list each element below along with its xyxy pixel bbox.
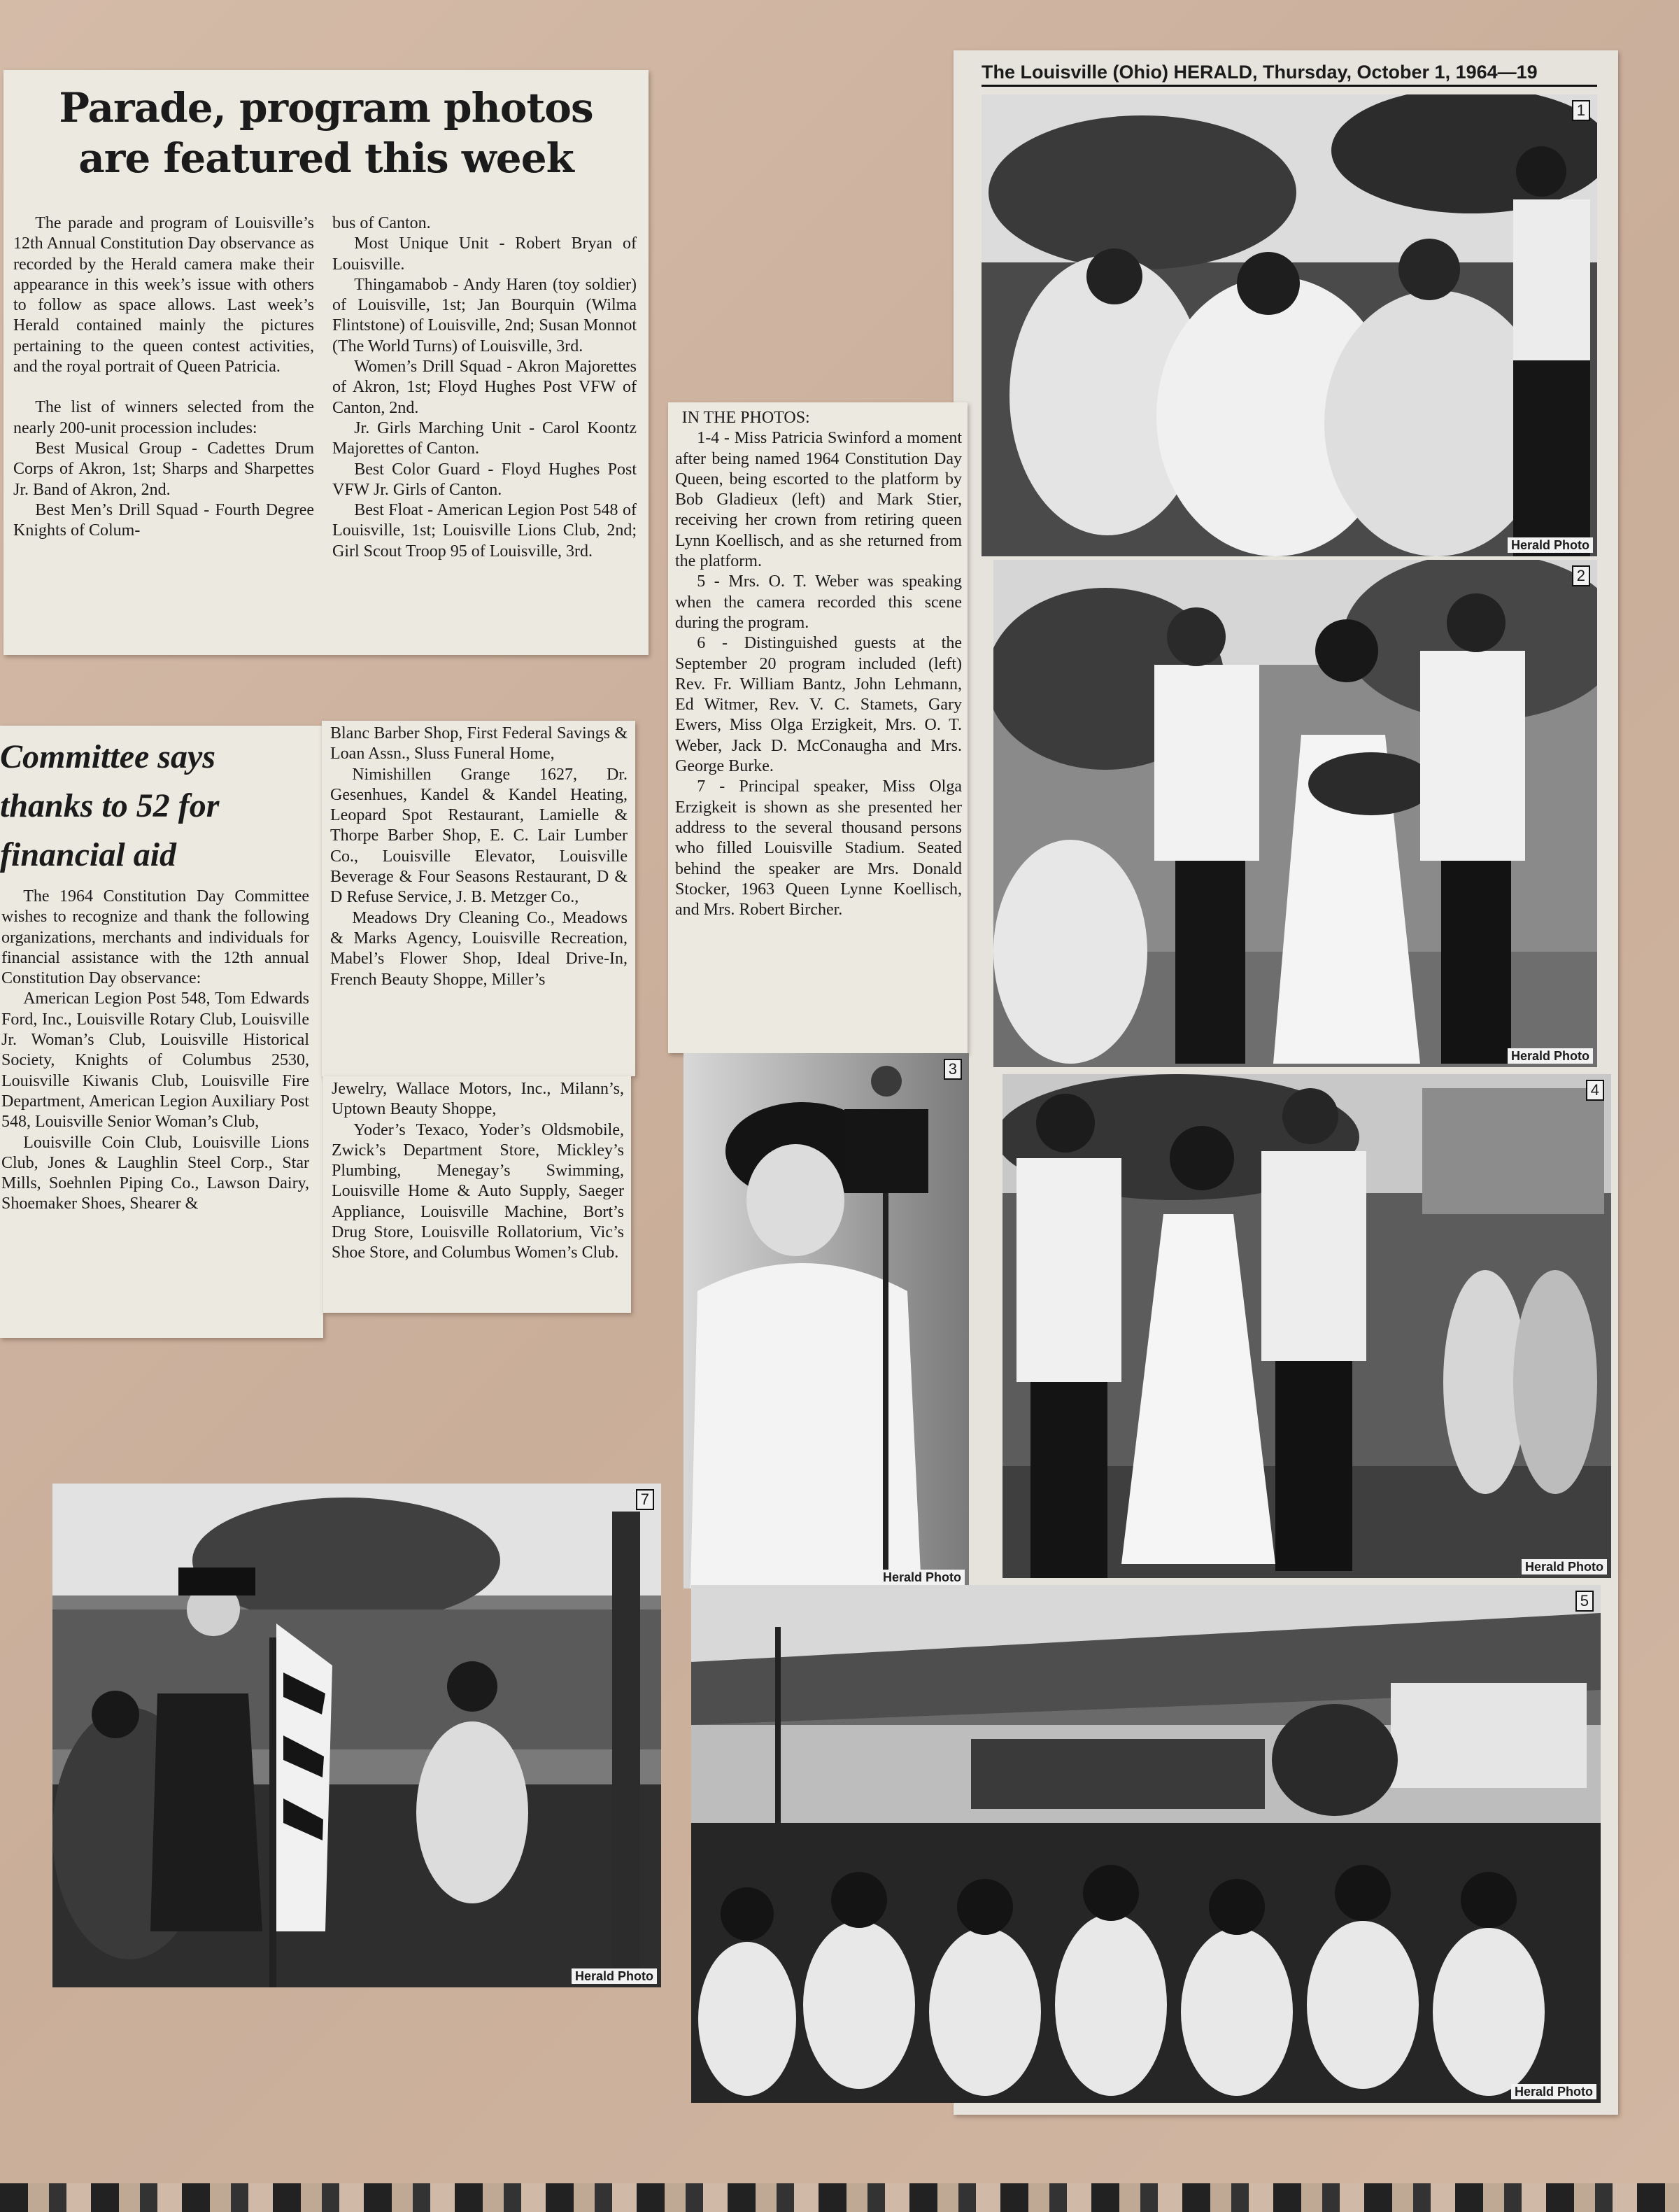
photo-3-image [683,1053,969,1588]
committee-paragraph: American Legion Post 548, Tom Edwards Ford, Inc., Louisville Rotary Club, Louisville Jr. Woman’s Club, Louisville Historical Society, Knights of Columbus 2530, Louisville Kiwanis Club, Louisville Fire Department, American Legion Auxiliary Post 548, Louisville Senior Woman’s Club, [1,989,309,1132]
parade-paragraph: Best Men’s Drill Squad - Fourth Degree Knights of Colum- [13,500,314,540]
photos-caption [675,408,962,920]
committee-article-clipping-3 [323,1076,631,1313]
parade-headline [3,83,649,183]
parade-paragraph: The parade and program of Louisville’s 12th Annual Constitution Day observance as recorded by the Herald camera make their appearance in this week’s issue with others to follow as space allows. Last week’s Herald contained mainly the pictures pertaining to the queen contest activities, and the royal portrait of Queen Patricia. [13,214,314,376]
photo-5-program-scene [691,1585,1601,2103]
parade-headline-line2: are featured this week [78,134,574,182]
committee-article-clipping-2 [322,721,635,1076]
photo-3-queen-crowned [683,1053,969,1588]
committee-paragraph: Jewelry, Wallace Motors, Inc., Milann’s, Uptown Beauty Shoppe, [332,1080,624,1119]
photo-credit: Herald Photo [1508,537,1593,553]
photo-4-image [1003,1074,1611,1578]
photos-caption-clipping [668,402,968,1053]
parade-paragraph: Jr. Girls Marching Unit - Carol Koontz Majorettes of Canton. [332,418,637,458]
photo-1-queen-seated [982,94,1597,556]
committee-column-1 [1,887,309,1215]
photo-credit: Herald Photo [1508,1048,1593,1064]
photo-number: 2 [1572,565,1590,586]
photo-number: 5 [1575,1591,1594,1612]
photo-credit: Herald Photo [1522,1559,1607,1575]
parade-column-2 [332,213,637,562]
parade-paragraph: Women’s Drill Squad - Akron Majorettes of Akron, 1st; Floyd Hughes Post VFW of Canton, 2nd. [332,358,637,417]
masthead: The Louisville (Ohio) HERALD, Thursday, October 1, 1964—19 [982,59,1597,87]
committee-paragraph: Blanc Barber Shop, First Federal Savings & Loan Assn., Sluss Funeral Home, [330,724,628,763]
committee-paragraph: Yoder’s Texaco, Yoder’s Oldsmobile, Zwick’s Department Store, Mickley’s Plumbing, Menegay’s Swimming, Louisville Home & Auto Supply, Saeger Appliance, Louisville Machine, Bort’s Drug Store, Louisville Rollatorium, Vic’s Shoe Store, and Columbus Women’s Club. [332,1120,624,1262]
caption-item: 7 - Principal speaker, Miss Olga Erzigkeit is shown as she presented her address to the several thousand persons who filled Louisville Stadium. Seated behind the speaker are Mrs. Donald Stocker, 1963 Queen Lynne Koellisch, and Mrs. Robert Bircher. [675,777,962,920]
committee-headline-line: Committee says [0,738,215,775]
committee-headline-line: financial aid [0,836,177,873]
committee-headline-line: thanks to 52 for [0,787,220,824]
photo-2-image [993,560,1597,1067]
parade-paragraph: Best Musical Group - Cadettes Drum Corps of Akron, 1st; Sharps and Sharpettes Jr. Band of Akron, 2nd. [13,439,314,499]
photo-5-image [691,1585,1601,2103]
caption-item: 1-4 - Miss Patricia Swinford a moment after being named 1964 Constitution Day Queen, being escorted to the platform by Bob Gladieux (left) and Mark Stier, receiving her crown from retiring queen Lynn Koellisch, and as she returned from the platform. [675,429,962,571]
photo-4-queen-returning [1003,1074,1611,1578]
photo-7-principal-speaker [52,1484,661,1987]
parade-paragraph: Best Float - American Legion Post 548 of Louisville, 1st; Louisville Lions Club, 2nd; Girl Scout Troop 95 of Louisville, 3rd. [332,501,637,561]
committee-paragraph: Meadows Dry Cleaning Co., Meadows & Marks Agency, Louisville Recreation, Mabel’s Flower Shop, Ideal Drive-In, French Beauty Shoppe, Miller’s [330,908,628,989]
photo-credit: Herald Photo [879,1570,965,1585]
photo-number: 7 [636,1489,654,1510]
committee-paragraph: The 1964 Constitution Day Committee wishes to recognize and thank the following organizations, merchants and individuals for financial assistance with the 12th annual Constitution Day observance: [1,887,309,988]
photo-7-image [52,1484,661,1987]
committee-column-3 [332,1079,624,1264]
photo-credit: Herald Photo [572,1968,657,1984]
photo-number: 1 [1572,100,1590,121]
parade-paragraph: The list of winners selected from the nearly 200-unit procession includes: [13,398,314,437]
caption-item: 6 - Distinguished guests at the September 20 program included (left) Rev. Fr. William Bantz, John Lehmann, Ed Witmer, Rev. V. C. Stamets, Gary Ewers, Miss Olga Erzigkeit, Mrs. O. T. Weber, Jack D. McConaugha and Mrs. George Burke. [675,634,962,776]
photo-credit: Herald Photo [1511,2084,1596,2099]
photo-number: 3 [944,1059,962,1080]
photo-number: 4 [1586,1080,1604,1101]
committee-paragraph: Louisville Coin Club, Louisville Lions Club, Jones & Laughlin Steel Corp., Star Mills, Soehnlen Piping Co., Lawson Dairy, Shoemaker Shoes, Shearer & [1,1133,309,1213]
parade-paragraph: Most Unique Unit - Robert Bryan of Louisville. [332,234,637,274]
committee-column-2 [330,724,628,990]
parade-paragraph: Thingamabob - Andy Haren (toy soldier) of Louisville, 1st; Jan Bourquin (Wilma Flintstone) of Louisville, 2nd; Susan Monnot (The World Turns) of Louisville, 3rd. [332,275,637,355]
parade-paragraph: Best Color Guard - Floyd Hughes Post VFW Jr. Girls of Canton. [332,460,637,499]
parade-paragraph: bus of Canton. [332,214,431,232]
parade-headline-line1: Parade, program photos [59,84,593,132]
committee-headline [0,733,323,880]
parade-column-1 [13,213,314,541]
parade-article-clipping [3,70,649,655]
bottom-edge-strip [0,2183,1679,2212]
committee-article-clipping-1 [0,726,323,1338]
photo-2-queen-escorted [993,560,1597,1067]
caption-item: 5 - Mrs. O. T. Weber was speaking when the camera recorded this scene during the program. [675,572,962,632]
photo-1-image [982,94,1597,556]
caption-heading: IN THE PHOTOS: [681,409,810,427]
committee-paragraph: Nimishillen Grange 1627, Dr. Gesenhues, Kandel & Kandel Heating, Leopard Spot Restaurant, Lamielle & Thorpe Barber Shop, E. C. Lair Lumber Co., Louisville Elevator, Louisville Beverage & Four Seasons Restaurant, D & D Refuse Service, J. B. Metzger Co., [330,765,628,907]
